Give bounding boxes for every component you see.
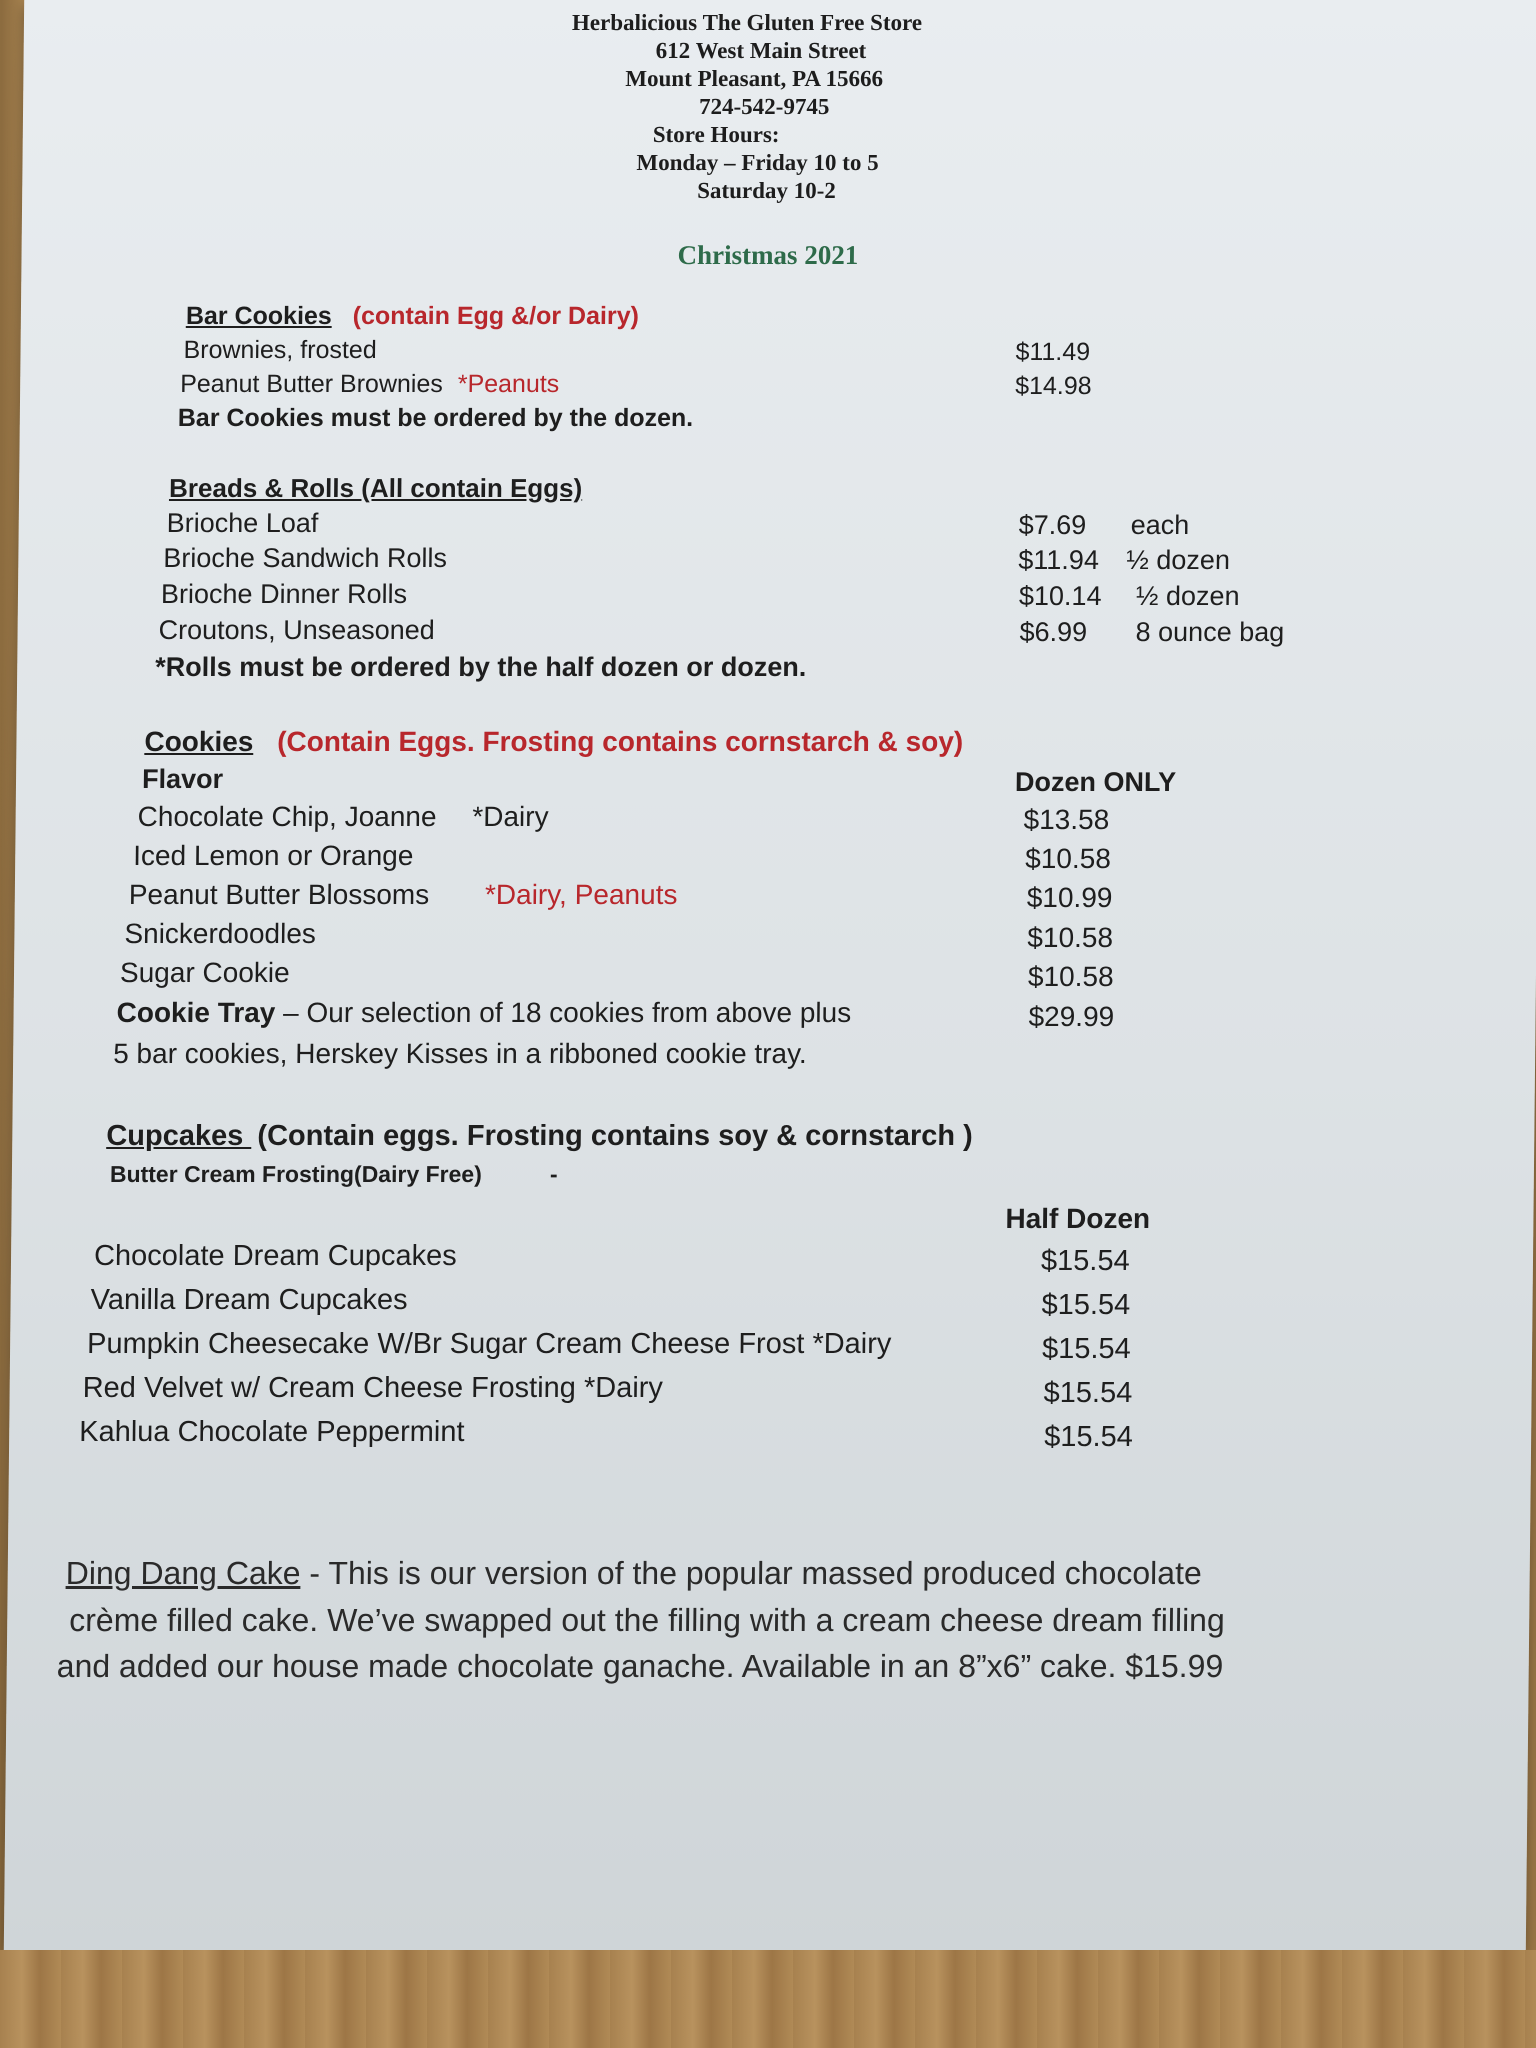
ding-dang-line3: and added our house made chocolate ganache. Available in an 8”x6” cake. $15.99: [56, 1648, 1224, 1684]
bar-cookies-title: Bar Cookies: [185, 302, 332, 330]
cupcake-price-chocolate: $15.54: [1040, 1245, 1130, 1277]
cupcake-item-vanilla: Vanilla Dream Cupcakes: [90, 1284, 408, 1316]
cookie-item-sugar: Sugar Cookie: [119, 957, 290, 988]
cupcakes-dash: -: [549, 1161, 558, 1187]
bar-cookies-heading: [186, 302, 639, 331]
cookie-tray-line2: 5 bar cookies, Herskey Kisses in a ribboned cookie tray.: [113, 1038, 807, 1069]
cookie-price-choc-chip: $13.58: [1023, 804, 1110, 835]
cupcake-item-red-velvet: Red Velvet w/ Cream Cheese Frosting *Dairy: [82, 1372, 664, 1404]
cookie-price-pb-blossoms: $10.99: [1026, 882, 1113, 913]
cookie-price-sugar: $10.58: [1027, 961, 1114, 992]
cookie-tray-desc1: – Our selection of 18 cookies from above plus: [275, 997, 852, 1028]
season-title: Christmas 2021: [677, 240, 859, 270]
ding-dang-desc1: - This is our version of the popular massed produced chocolate: [300, 1555, 1202, 1591]
wood-tabletop: [0, 1950, 1536, 2048]
cookies-title: Cookies: [144, 726, 254, 757]
bread-price-sandwich: $11.94: [1018, 545, 1100, 575]
hours-label: Store Hours:: [652, 122, 780, 147]
cookie-price-snickerdoodles: $10.58: [1027, 922, 1114, 953]
cookie-tag-pb-blossoms: *Dairy, Peanuts: [484, 879, 678, 910]
bar-cookies-note: (contain Egg &/or Dairy): [352, 302, 640, 330]
bread-unit-sandwich: ½ dozen: [1126, 545, 1231, 575]
cupcake-price-red-velvet: $15.54: [1043, 1377, 1133, 1409]
cupcake-item-pumpkin: Pumpkin Cheesecake W/Br Sugar Cream Cheese Frost *Dairy: [86, 1328, 892, 1360]
bread-item-dinner: Brioche Dinner Rolls: [160, 579, 408, 609]
bar-price-brownies: $11.49: [1015, 338, 1091, 366]
cookies-flavor-label: Flavor: [141, 764, 224, 794]
address-line2: Mount Pleasant, PA 15666: [625, 66, 884, 91]
bread-price-dinner: $10.14: [1018, 581, 1102, 611]
phone: 724-542-9745: [698, 94, 830, 119]
cupcake-price-kahlua: $15.54: [1043, 1421, 1134, 1453]
bar-price-pb-brownies: $14.98: [1015, 372, 1092, 400]
cupcake-price-pumpkin: $15.54: [1041, 1333, 1131, 1365]
hours-weekday: Monday – Friday 10 to 5: [636, 150, 879, 175]
cupcakes-price-label: Half Dozen: [1005, 1203, 1151, 1234]
cupcakes-subnote: Butter Cream Frosting(Dairy Free): [109, 1161, 482, 1187]
cookie-price-lemon: $10.58: [1025, 843, 1112, 874]
ding-dang-line2: crème filled cake. We’ve swapped out the filling with a cream cheese dream filling: [69, 1602, 1225, 1638]
bar-item-brownies: Brownies, frosted: [183, 336, 377, 364]
cookie-tray-price: $29.99: [1028, 1001, 1115, 1032]
bread-item-sandwich: Brioche Sandwich Rolls: [163, 543, 448, 573]
bread-unit-dinner: ½ dozen: [1135, 581, 1240, 611]
ding-dang-line1: [66, 1555, 1202, 1592]
bread-item-croutons: Croutons, Unseasoned: [158, 615, 435, 645]
bread-item-loaf: Brioche Loaf: [166, 508, 319, 538]
address-line1: 612 West Main Street: [655, 38, 867, 63]
cookie-tag-choc-chip: *Dairy: [472, 801, 549, 832]
cookies-note: (Contain Eggs. Frosting contains cornstarch & soy): [277, 726, 964, 757]
bread-unit-croutons: 8 ounce bag: [1135, 617, 1285, 647]
cookies-price-label: Dozen ONLY: [1014, 767, 1177, 797]
bar-item-pb-name: Peanut Butter Brownies: [180, 370, 443, 398]
cookie-item-choc-chip: [137, 801, 548, 833]
cookie-tray-line1: [116, 997, 851, 1029]
cookie-name-choc-chip: Chocolate Chip, Joanne: [137, 801, 437, 832]
breads-footnote: *Rolls must be ordered by the half dozen or dozen.: [155, 652, 807, 682]
ding-dang-title: Ding Dang Cake: [65, 1555, 301, 1591]
bar-cookies-footnote: Bar Cookies must be ordered by the dozen.: [177, 404, 694, 432]
store-name: Herbalicious The Gluten Free Store: [571, 10, 923, 35]
cookie-tray-name: Cookie Tray: [116, 997, 276, 1028]
cupcake-item-chocolate: Chocolate Dream Cupcakes: [93, 1240, 457, 1272]
cupcakes-heading: [106, 1120, 973, 1153]
menu-sheet: [4, 0, 1536, 1950]
breads-title: Breads & Rolls (All contain Eggs): [168, 473, 583, 503]
bar-item-pb-brownies: [180, 370, 559, 399]
cookies-heading: [144, 726, 963, 758]
bread-price-loaf: $7.69: [1018, 510, 1087, 540]
bar-item-pb-tag: *Peanuts: [457, 370, 560, 398]
cookie-name-pb-blossoms: Peanut Butter Blossoms: [128, 879, 430, 910]
hours-saturday: Saturday 10-2: [697, 178, 837, 203]
cupcake-item-kahlua: Kahlua Chocolate Peppermint: [79, 1416, 465, 1448]
bread-price-croutons: $6.99: [1019, 617, 1088, 647]
cookie-item-pb-blossoms: [129, 879, 678, 911]
cupcake-price-vanilla: $15.54: [1041, 1289, 1131, 1321]
cupcakes-title: Cupcakes: [106, 1120, 252, 1152]
cookie-item-lemon: Iced Lemon or Orange: [133, 840, 414, 871]
cupcakes-note: (Contain eggs. Frosting contains soy & cornstarch ): [257, 1120, 973, 1152]
bread-unit-loaf: each: [1130, 510, 1190, 540]
cookie-item-snickerdoodles: Snickerdoodles: [124, 918, 317, 949]
